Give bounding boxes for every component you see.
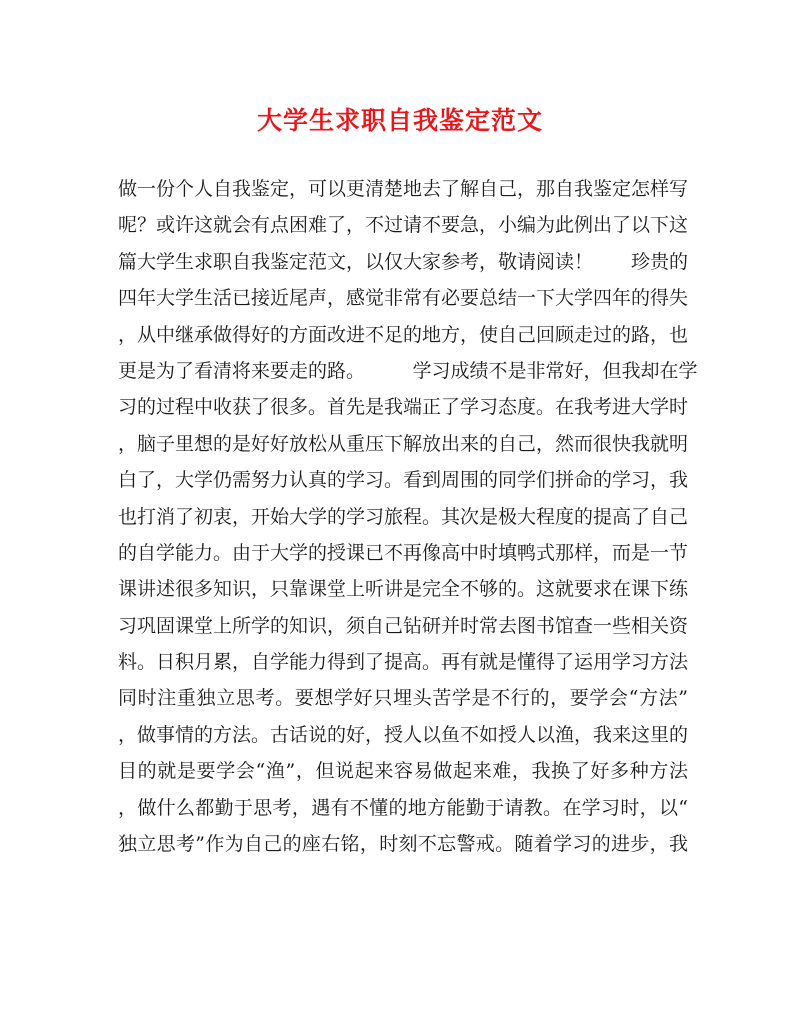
body-line: 独立思考”作为自己的座右铭，时刻不忘警戒。随着学习的进步，我: [118, 833, 688, 856]
body-line: 篇大学生求职自我鉴定范文，以仅大家参考，敬请阅读！ 珍贵的: [118, 250, 689, 273]
body-line: 白了，大学仍需努力认真的学习。看到周围的同学们拼命的学习，我: [118, 469, 689, 492]
body-line: 的自学能力。由于大学的授课已不再像高中时填鸭式那样，而是一节: [118, 541, 689, 564]
body-line: ，脑子里想的是好好放松从重压下解放出来的自己，然而很快我就明: [118, 432, 689, 455]
body-line: 四年大学生活已接近尾声，感觉非常有必要总结一下大学四年的得失: [118, 287, 689, 310]
body-line: 目的就是要学会“渔”，但说起来容易做起来难，我换了好多种方法: [118, 760, 688, 783]
body-line: 做一份个人自我鉴定，可以更清楚地去了解自己，那自我鉴定怎样写: [118, 178, 689, 200]
body-line: ，从中继承做得好的方面改进不足的地方，使自己回顾走过的路，也: [118, 323, 689, 346]
body-line: 习巩固课堂上所学的知识，须自己钻研并时常去图书馆查一些相关资: [118, 614, 689, 637]
body-line: ，做什么都勤于思考，遇有不懂的地方能勤于请教。在学习时，以“: [118, 796, 688, 819]
body-line: 课讲述很多知识，只靠课堂上听讲是完全不够的。这就要求在课下练: [118, 578, 689, 601]
body-line: ，做事情的方法。古话说的好，授人以鱼不如授人以渔，我来这里的: [118, 723, 689, 746]
body-line: 同时注重独立思考。要想学好只埋头苦学是不行的，要学会“方法”: [118, 687, 688, 710]
body-line: 更是为了看清将来要走的路。 学习成绩不是非常好，但我却在学: [118, 359, 698, 382]
body-line: 也打消了初衷，开始大学的学习旅程。其次是极大程度的提高了自己: [118, 505, 689, 528]
body-line: 料。日积月累，自学能力得到了提高。再有就是懂得了运用学习方法: [118, 651, 689, 674]
document-title: 大学生求职自我鉴定范文: [256, 106, 543, 135]
document-body: [118, 171, 698, 862]
body-line: 习的过程中收获了很多。首先是我端正了学习态度。在我考进大学时: [118, 396, 689, 419]
body-line: 呢？或许这就会有点困难了，不过请不要急，小编为此例出了以下这: [118, 214, 689, 237]
